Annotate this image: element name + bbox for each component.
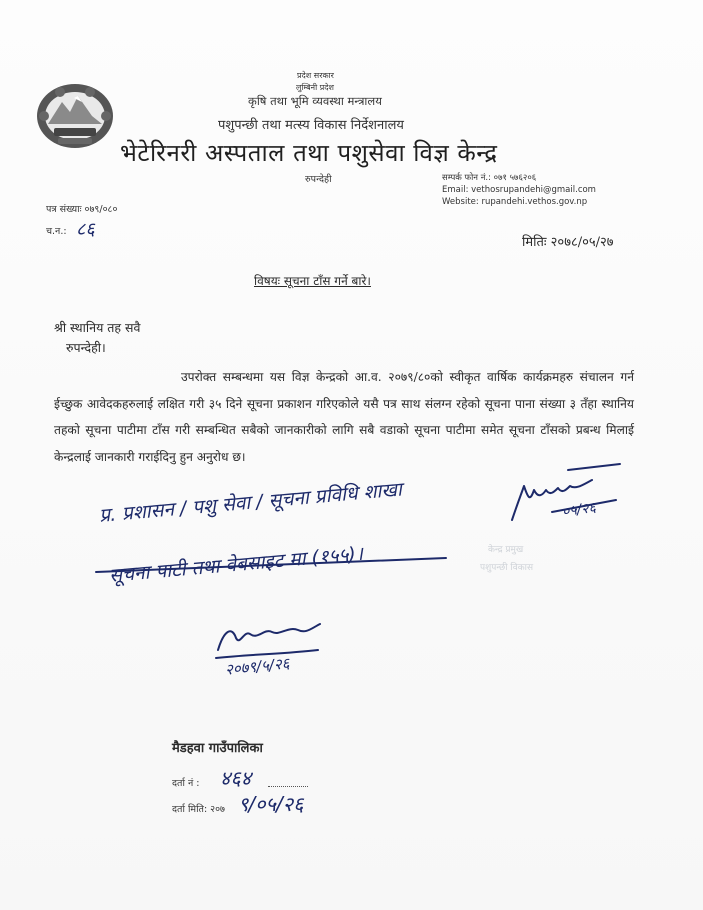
handwritten-forwarding-line-2: सूचना पाटी तथा वेबसाइट मा (१५५)। xyxy=(108,542,364,587)
receipt-darta-date-label: दर्ता मिति: २०७ xyxy=(172,804,225,815)
header-line-province-government: प्रदेश सरकार xyxy=(297,71,334,80)
nepal-emblem-icon xyxy=(34,78,116,150)
contact-phone: सम्पर्क फोन नं.: ०७१ ५७६२०६ xyxy=(442,173,537,183)
patra-sankhya: पत्र संख्याः ०७९/०८० xyxy=(46,204,118,215)
top-signature-date: ०५/२६ xyxy=(561,499,597,521)
letter-date: मितिः २०७८/०५/२७ xyxy=(522,235,614,250)
receipt-darta-label: दर्ता नं : xyxy=(172,778,200,789)
handwritten-forwarding-line-1: प्र. प्रशासन / पशु सेवा / सूचना प्रविधि शाखा xyxy=(98,478,403,527)
chalani-handwritten-number: ८६ xyxy=(76,219,95,240)
header-line-province-name: लुम्बिनी प्रदेश xyxy=(296,83,334,92)
chalani-label: च.न.: xyxy=(46,226,67,237)
letter-body-paragraph: उपरोक्त सम्बन्धमा यस विज्ञ केन्द्रको आ.व. २०७९/८०को स्वीकृत वार्षिक कार्यक्रमहरु संचालन गर्न ईच्छुक आवेदकहरुलाई लक्षित गरी ३५ दिने सूचना प्रकाशन गरिएकोले यसै पत्र साथ संलग्न रहेको सूचना पाना संख्या ३ तँहा स्थानिय तहको सूचना पाटीमा टाँस गरी सम्बन्धित सबैको जानकारीको लागि सबै वडाको सूचना पाटीमा समेत सूचना टाँसको प्रबन्ध मिलाई केन्द्रलाई जानकारी गराईदिनु हुन अनुरोध छ। xyxy=(54,370,634,464)
letter-body xyxy=(54,364,634,470)
header-ministry: कृषि तथा भूमि व्यवस्था मन्त्रालय xyxy=(248,94,382,108)
addressee xyxy=(54,318,140,358)
receipt-office-name: मैडहवा गाउँपालिका xyxy=(172,741,263,756)
faint-stamp-line-1: केन्द्र प्रमुख xyxy=(488,545,524,555)
letter-subject: विषयः सूचना टाँस गर्ने बारे। xyxy=(254,274,371,288)
header-directorate: पशुपन्छी तथा मत्स्य विकास निर्देशनालय xyxy=(218,118,404,133)
forwarding-signature-date: २०७९/५/२६ xyxy=(224,654,291,679)
receipt-darta-number: ४६४ xyxy=(220,766,252,790)
contact-website: Website: rupandehi.vethos.gov.np xyxy=(442,197,588,207)
addressee-line-2: रुपन्देही। xyxy=(66,340,106,355)
contact-block xyxy=(442,172,596,208)
receipt-darta-date: ९/०५/२६ xyxy=(238,792,304,816)
header-location: रुपन्देही xyxy=(305,174,332,185)
addressee-line-1: श्री स्थानिय तह सवै xyxy=(54,320,141,335)
faint-stamp-line-2: पशुपन्छी विकास xyxy=(480,563,534,573)
contact-email: Email: vethosrupandehi@gmail.com xyxy=(442,185,596,195)
office-title: भेटेरिनरी अस्पताल तथा पशुसेवा विज्ञ केन्द्र xyxy=(120,139,498,167)
receipt-darta-dotted-line xyxy=(268,778,308,787)
